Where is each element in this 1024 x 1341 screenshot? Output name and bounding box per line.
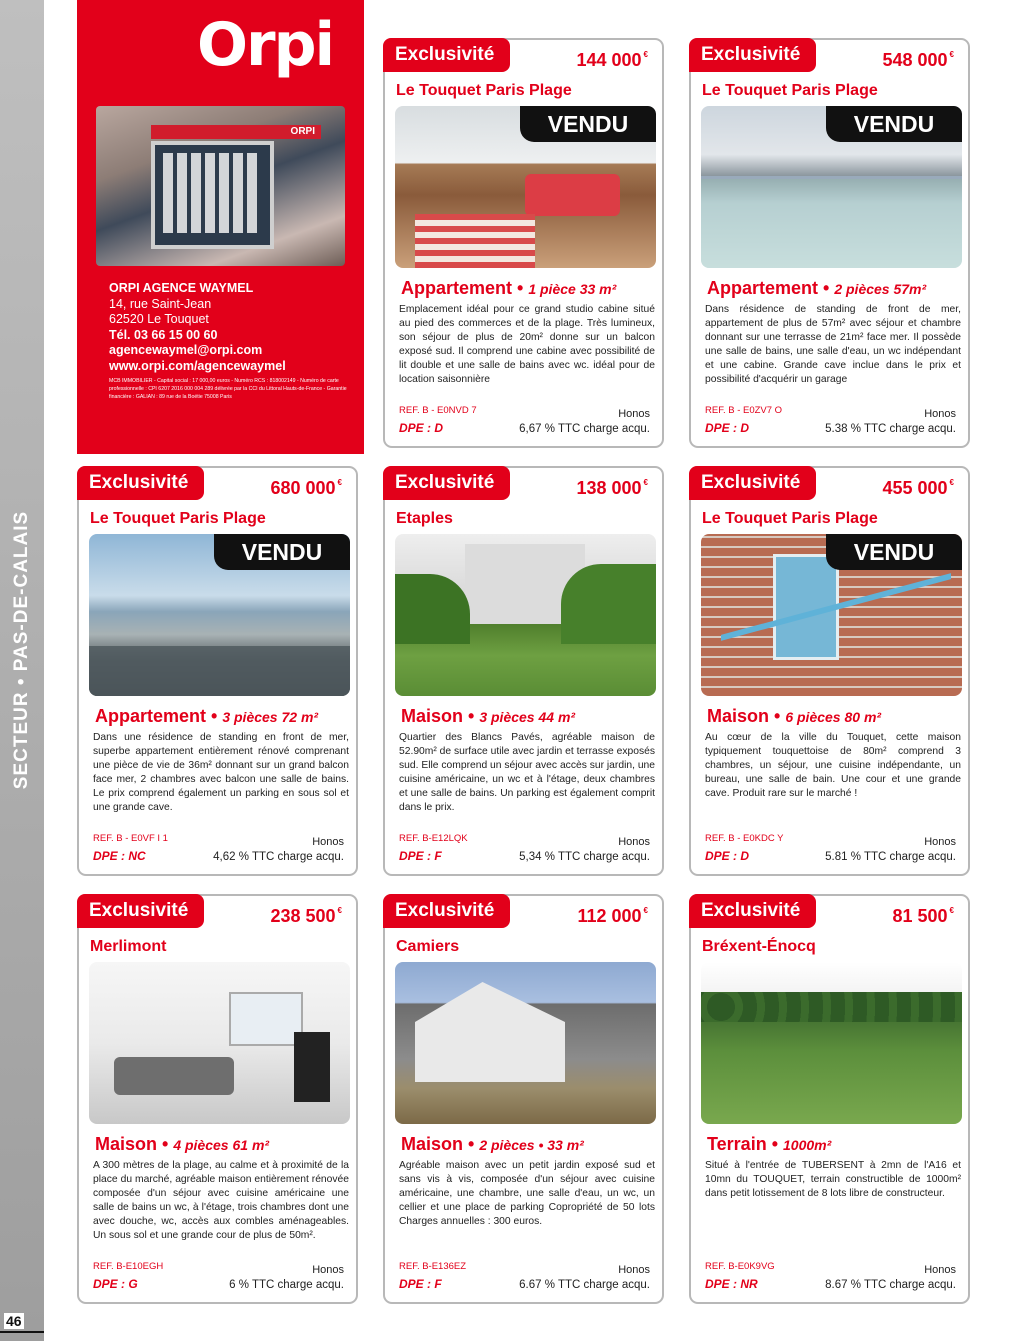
storefront-window <box>151 126 315 249</box>
listing-title: Maison • 2 pièces • 33 m² <box>401 1134 584 1154</box>
agency-legal-notice: MCB IMMOBILIER - Capital social : 17 000,00 euros - Numéro RCS : 818002149 - Numéro de carte professionnelle : CPI 6207 2016 000 004 289 délivrée par la CCI du Littoral Hauts-de-France - Garantie financière : GALIAN : 89 rue de la Boétie 75008 Paris <box>109 378 347 400</box>
listing-photo[interactable] <box>89 962 350 1124</box>
listing-photo[interactable] <box>395 106 656 268</box>
exclusivite-badge: Exclusivité <box>77 466 204 500</box>
listing-photo[interactable] <box>89 534 350 696</box>
exclusivite-badge: Exclusivité <box>383 894 510 928</box>
listing-dpe: DPE : NC <box>93 849 146 863</box>
listing-honos-label: Honos <box>924 836 956 848</box>
listing-fee: 8.67 % TTC charge acqu. <box>825 1279 956 1291</box>
price-currency: € <box>643 50 648 59</box>
listing-location: Le Touquet Paris Plage <box>396 82 572 99</box>
listing-card[interactable] <box>383 38 664 448</box>
listing-fee: 5,34 % TTC charge acqu. <box>519 851 650 863</box>
property-type: Maison <box>401 1134 464 1154</box>
price-value: 680 000 <box>270 478 336 498</box>
listing-honos-label: Honos <box>924 408 956 420</box>
price-currency: € <box>949 478 954 487</box>
agency-panel <box>77 0 364 454</box>
listing-card[interactable] <box>689 466 970 876</box>
listing-price <box>270 478 342 499</box>
listing-reference: REF. B-E136EZ <box>399 1261 467 1272</box>
listing-description: Dans une résidence de standing en front de mer, superbe appartement entièrement rénové comprenant une pièce de vie de 36m² donnant sur un grand balcon face mer, 2 chambres avec balcon une salle de bains. Le prix comprend également un parking en sous sol et une grande cave. <box>93 732 349 813</box>
listing-location: Le Touquet Paris Plage <box>90 510 266 527</box>
listing-reference: REF. B-E10EGH <box>93 1261 164 1272</box>
listing-reference: REF. B - E0NVD 7 <box>399 405 477 416</box>
listing-honos-label: Honos <box>618 836 650 848</box>
property-type: Appartement <box>95 706 207 726</box>
listing-dpe: DPE : F <box>399 1277 442 1291</box>
listing-location: Etaples <box>396 510 453 527</box>
agency-phone: Tél. 03 66 15 00 60 <box>109 327 218 342</box>
listing-description: Emplacement idéal pour ce grand studio cabine situé au pied des commerces et de la plage. Très lumineux, son séjour de plus de 20m² donne sur un balcon exposé sud. Il comprend une cabine avec possibilité de lit double et une salle de bains avec wc. idéal pour de location saisonnière <box>399 304 655 385</box>
property-details: 3 pièces 44 m² <box>479 709 576 725</box>
listing-fee: 5.38 % TTC charge acqu. <box>825 423 956 435</box>
storefront-sign <box>151 125 321 139</box>
listing-price <box>892 906 954 927</box>
listing-photo[interactable] <box>395 962 656 1124</box>
listing-dpe: DPE : D <box>705 849 750 863</box>
listing-location: Le Touquet Paris Plage <box>702 510 878 527</box>
page-number-rule <box>0 1331 44 1333</box>
listing-description: Agréable maison avec un petit jardin exposé sud et sans vis à vis, composée d'un séjour avec cuisine américaine, une chambre, une salle d'eau, un wc, un cellier et une place de parking Copropriété de 50 lots Charges annuelles : 300 euros. <box>399 1160 655 1227</box>
vendu-banner: VENDU <box>520 106 656 142</box>
listing-card[interactable] <box>689 38 970 448</box>
listing-price <box>270 906 342 927</box>
vendu-banner: VENDU <box>826 106 962 142</box>
listing-honos-label: Honos <box>312 836 344 848</box>
price-currency: € <box>337 478 342 487</box>
listing-reference: REF. B-E12LQK <box>399 833 468 844</box>
agency-city: 62520 Le Touquet <box>109 312 209 326</box>
listing-location: Merlimont <box>90 938 167 955</box>
listing-price <box>577 906 648 927</box>
listing-dpe: DPE : G <box>93 1277 138 1291</box>
listing-title: Appartement • 2 pièces 57m² <box>707 278 927 298</box>
price-currency: € <box>949 50 954 59</box>
price-currency: € <box>949 906 954 915</box>
listing-reference: REF. B - E0ZV7 O <box>705 405 783 416</box>
listing-photo[interactable] <box>701 534 962 696</box>
listing-location: Camiers <box>396 938 460 955</box>
listing-honos-label: Honos <box>312 1264 344 1276</box>
listing-title: Terrain • 1000m² <box>707 1134 832 1154</box>
listing-description: Au cœur de la ville du Touquet, cette maison typiquement touquettoise de 80m² comprend 3 chambres, un séjour, une cuisine indépendante, un bureau, une salle de bain. Une cour et une grande cave. Produit rare sur le marché ! <box>705 732 961 799</box>
exclusivite-badge: Exclusivité <box>689 466 816 500</box>
listing-title: Maison • 4 pièces 61 m² <box>95 1134 270 1154</box>
listing-reference: REF. B-E0K9VG <box>705 1261 775 1272</box>
listing-fee: 6.67 % TTC charge acqu. <box>519 1279 650 1291</box>
agency-email[interactable]: agencewaymel@orpi.com <box>109 343 263 357</box>
listing-card[interactable] <box>77 894 358 1304</box>
listing-honos-label: Honos <box>924 1264 956 1276</box>
storefront-sign-text: ORPI <box>290 126 315 137</box>
exclusivite-badge: Exclusivité <box>689 38 816 72</box>
listing-location: Le Touquet Paris Plage <box>702 82 878 99</box>
listing-fee: 6,67 % TTC charge acqu. <box>519 423 650 435</box>
listing-dpe: DPE : D <box>705 421 750 435</box>
price-value: 112 000 <box>577 906 642 926</box>
price-value: 548 000 <box>882 50 948 70</box>
listing-card[interactable] <box>77 466 358 876</box>
exclusivite-badge: Exclusivité <box>689 894 816 928</box>
sector-label: SECTEUR • PAS-DE-CALAIS <box>11 510 32 790</box>
property-details: 3 pièces 72 m² <box>222 709 319 725</box>
listing-price <box>576 478 648 499</box>
listing-description: A 300 mètres de la plage, au calme et à proximité de la place du marché, agréable maison entièrement rénovée composée d'un séjour avec cuisine américaine une salle de bains un wc, à l'étage, trois chambres dont une avec douche, wc, accès aux combles aménageables. Un sous sol et une grande cour de plus de 50m². <box>93 1160 349 1241</box>
property-details: 4 pièces 61 m² <box>173 1137 270 1153</box>
listing-reference: REF. B - E0VF I 1 <box>93 833 168 844</box>
storefront-listings <box>163 153 261 233</box>
exclusivite-badge: Exclusivité <box>383 38 510 72</box>
listing-title: Appartement • 3 pièces 72 m² <box>95 706 319 726</box>
listing-description: Dans résidence de standing de front de mer, appartement de plus de 57m² avec séjour et chambre donnant sur une terrasse de 21m² face mer. Il possède une salle de bains, une salle d'eau, un wc indépendant et une cabine. Grande cave inclue dans le prix et possibilité d'acquérir un garage <box>705 304 961 385</box>
price-currency: € <box>643 478 648 487</box>
price-value: 144 000 <box>576 50 642 70</box>
listing-title: Appartement • 1 pièce 33 m² <box>401 278 617 298</box>
vendu-banner: VENDU <box>214 534 350 570</box>
property-type: Maison <box>95 1134 158 1154</box>
agency-contact <box>109 281 286 374</box>
property-type: Maison <box>707 706 770 726</box>
property-type: Appartement <box>401 278 513 298</box>
listing-dpe: DPE : NR <box>705 1277 758 1291</box>
listing-photo[interactable] <box>701 106 962 268</box>
listing-description: Situé à l'entrée de TUBERSENT à 2mn de l'A16 et 10mn du TOUQUET, terrain constructible de 1000m² dans petit lotissement de 8 lots libre de constructeur. <box>705 1160 961 1199</box>
listing-title: Maison • 6 pièces 80 m² <box>707 706 882 726</box>
agency-storefront-photo <box>96 106 345 266</box>
exclusivite-badge: Exclusivité <box>383 466 510 500</box>
agency-name: ORPI AGENCE WAYMEL <box>109 281 254 295</box>
property-type: Maison <box>401 706 464 726</box>
listing-title: Maison • 3 pièces 44 m² <box>401 706 576 726</box>
property-details: 1 pièce 33 m² <box>528 281 617 297</box>
property-details: 1000m² <box>783 1137 832 1153</box>
listing-description: Quartier des Blancs Pavés, agréable maison de 52.90m² de surface utile avec jardin et terrasse exposés sud. Elle comprend un séjour avec accès sur jardin, une cuisine américaine, un wc et à l'étage, deux chambres et une salle de bains. Un parking est également comprit dans le prix. <box>399 732 655 813</box>
sector-sidebar <box>0 0 44 1341</box>
listing-honos-label: Honos <box>618 408 650 420</box>
listing-photo[interactable] <box>395 534 656 696</box>
price-value: 81 500 <box>892 906 948 926</box>
agency-website[interactable]: www.orpi.com/agencewaymel <box>109 358 286 373</box>
listing-fee: 6 % TTC charge acqu. <box>229 1279 344 1291</box>
listing-honos-label: Honos <box>618 1264 650 1276</box>
property-type: Terrain <box>707 1134 767 1154</box>
listing-dpe: DPE : F <box>399 849 442 863</box>
listing-location: Bréxent-Énocq <box>702 938 816 955</box>
listing-photo[interactable] <box>701 962 962 1124</box>
page-number: 46 <box>6 1313 22 1329</box>
listing-fee: 5.81 % TTC charge acqu. <box>825 851 956 863</box>
property-type: Appartement <box>707 278 819 298</box>
listing-price <box>882 478 954 499</box>
price-value: 455 000 <box>882 478 948 498</box>
listing-reference: REF. B - E0KDC Y <box>705 833 784 844</box>
price-currency: € <box>337 906 342 915</box>
listing-price <box>882 50 954 71</box>
property-details: 2 pièces 57m² <box>834 281 927 297</box>
exclusivite-badge: Exclusivité <box>77 894 204 928</box>
listing-price <box>576 50 648 71</box>
property-details: 2 pièces • 33 m² <box>479 1137 584 1153</box>
agency-street: 14, rue Saint-Jean <box>109 296 212 311</box>
listing-card[interactable] <box>689 894 970 1304</box>
listing-dpe: DPE : D <box>399 421 444 435</box>
price-currency: € <box>643 906 648 915</box>
orpi-logo: Orpi <box>197 10 334 80</box>
vendu-banner: VENDU <box>826 534 962 570</box>
listing-fee: 4,62 % TTC charge acqu. <box>213 851 344 863</box>
price-value: 138 000 <box>576 478 642 498</box>
price-value: 238 500 <box>270 906 336 926</box>
listing-card[interactable] <box>383 466 664 876</box>
listing-card[interactable] <box>383 894 664 1304</box>
property-details: 6 pièces 80 m² <box>785 709 882 725</box>
